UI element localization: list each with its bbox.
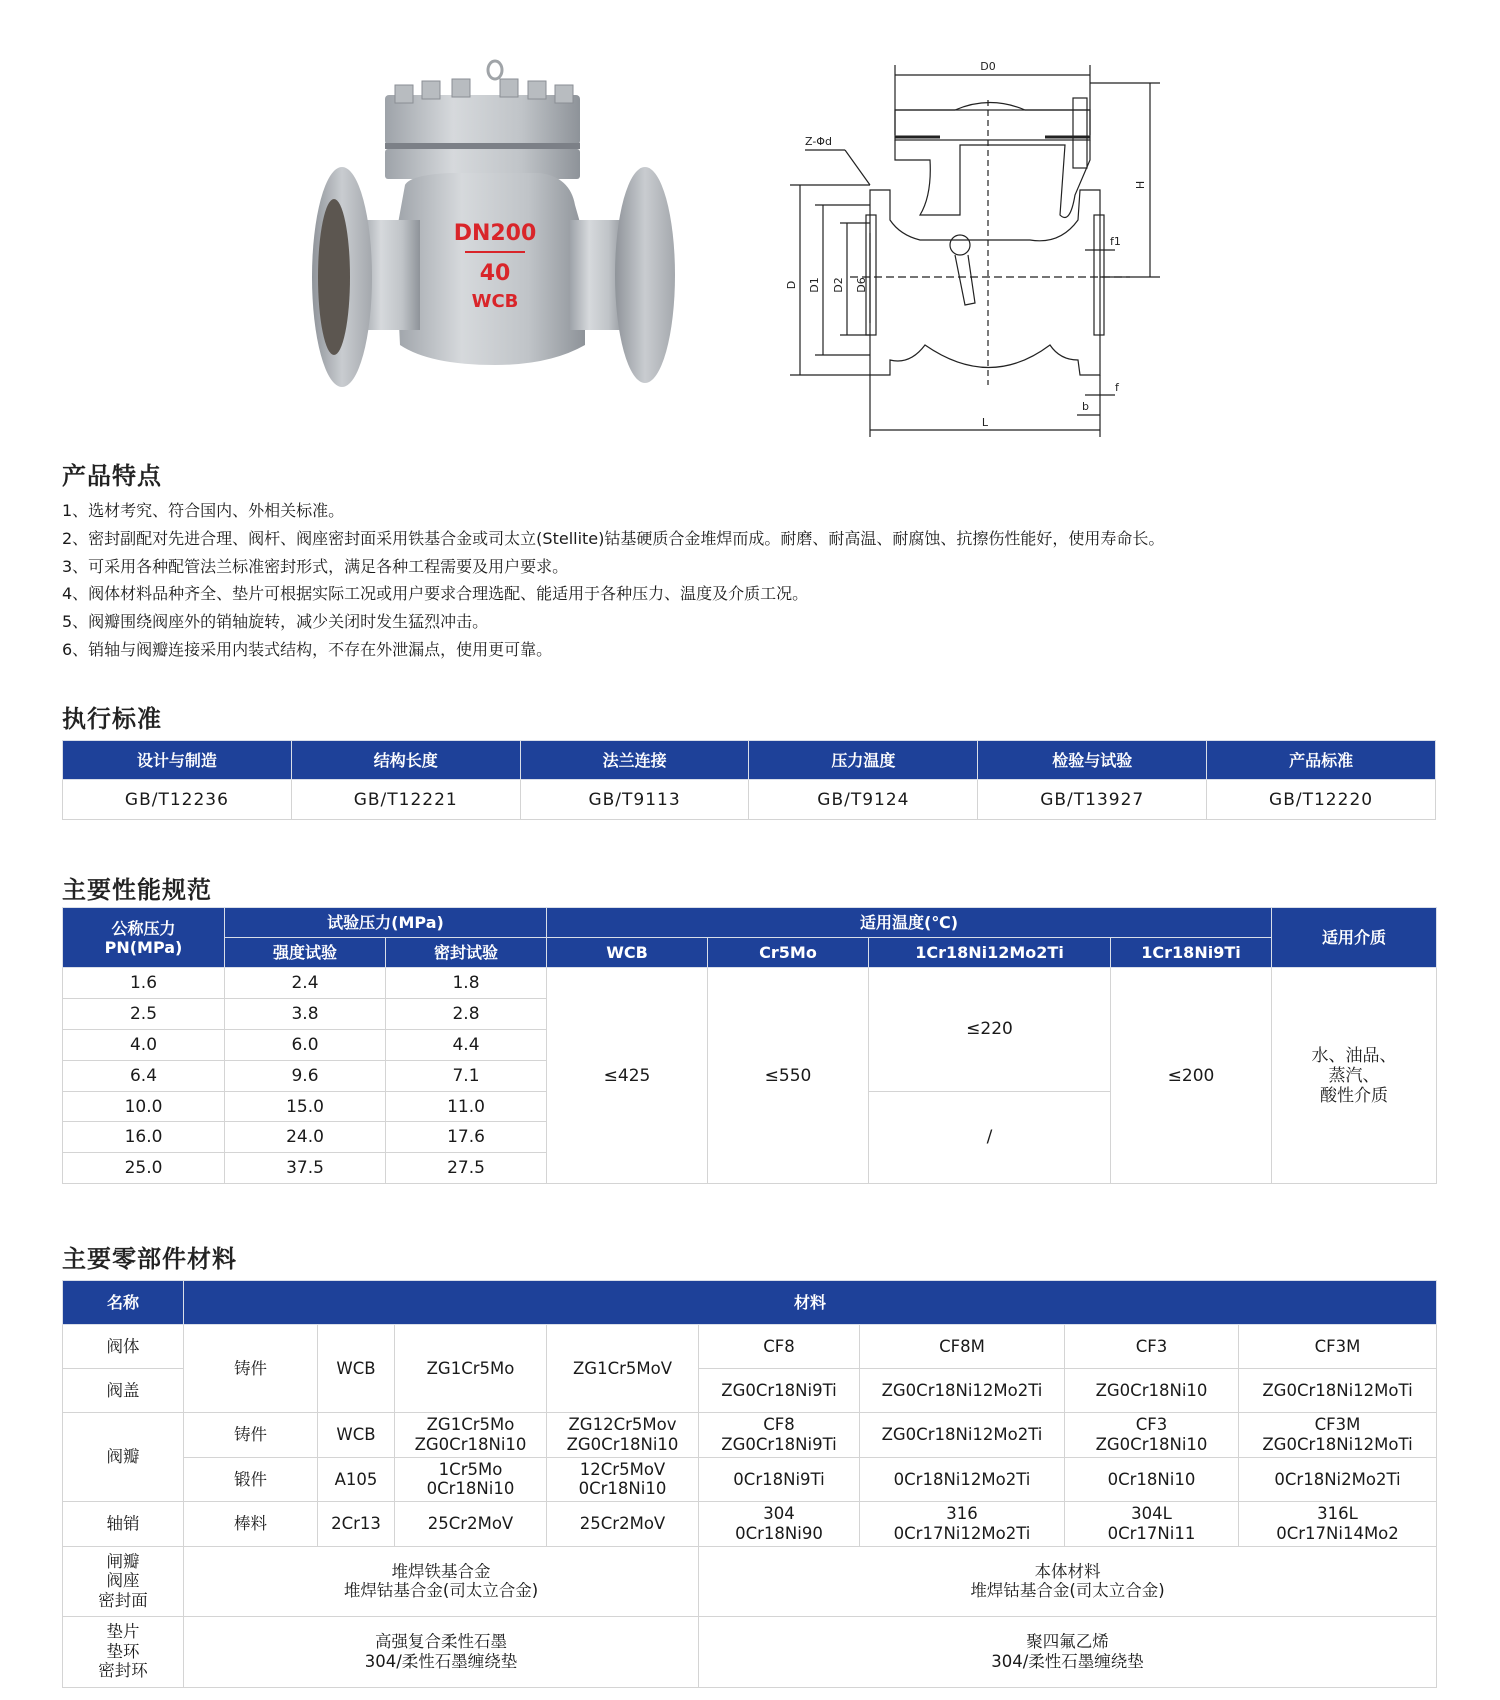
material-cell: ZG0Cr18Ni9Ti bbox=[699, 1369, 860, 1413]
label-d6: D6 bbox=[855, 277, 868, 293]
material-cell: ZG0Cr18Ni10 bbox=[1065, 1369, 1239, 1413]
material-cell: 高强复合柔性石墨 304/柔性石墨缠绕垫 bbox=[184, 1616, 699, 1687]
material-cell: 316L 0Cr17Ni14Mo2 bbox=[1239, 1502, 1437, 1547]
seal-cell: 17.6 bbox=[386, 1122, 547, 1153]
material-cell: 25Cr2MoV bbox=[395, 1502, 547, 1547]
performance-table bbox=[62, 907, 1437, 1184]
pn-cell: 10.0 bbox=[63, 1091, 225, 1122]
material-cell: CF8M bbox=[860, 1325, 1065, 1369]
material-cell: ZG1Cr5Mo ZG0Cr18Ni10 bbox=[395, 1413, 547, 1458]
feature-item: 5、阀瓣围绕阀座外的销轴旋转，减少关闭时发生猛烈冲击。 bbox=[62, 612, 489, 632]
feature-item: 2、密封副配对先进合理、阀杆、阀座密封面采用铁基合金或司太立(Stellite)钴基硬质合金堆焊而成。耐磨、耐高温、耐腐蚀、抗擦伤性能好，使用寿命长。 bbox=[62, 528, 1165, 548]
standards-value: GB/T13927 bbox=[978, 780, 1207, 820]
material-cell: 304 0Cr18Ni90 bbox=[699, 1502, 860, 1547]
strength-cell: 24.0 bbox=[225, 1122, 386, 1153]
pn-cell: 2.5 bbox=[63, 998, 225, 1029]
materials-table bbox=[62, 1280, 1437, 1688]
material-cell: CF3M bbox=[1239, 1325, 1437, 1369]
type-cell: 铸件 bbox=[184, 1413, 318, 1458]
material-cell: ZG1Cr5Mo bbox=[395, 1325, 547, 1413]
header-1cr18ni9ti: 1Cr18Ni9Ti bbox=[1111, 938, 1272, 968]
part-disc: 阀瓣 bbox=[63, 1413, 184, 1502]
standards-header: 设计与制造 bbox=[63, 741, 292, 780]
pn-cell: 16.0 bbox=[63, 1122, 225, 1153]
type-cell: 棒料 bbox=[184, 1502, 318, 1547]
label-b: b bbox=[1082, 400, 1089, 413]
seal-cell: 1.8 bbox=[386, 968, 547, 999]
header-medium: 适用介质 bbox=[1272, 908, 1437, 968]
mo2ti-temp-high-cell: / bbox=[869, 1091, 1111, 1184]
label-d2: D2 bbox=[832, 277, 845, 293]
part-gasket: 垫片 垫环 密封环 bbox=[63, 1616, 184, 1687]
material-cell: 聚四氟乙烯 304/柔性石墨缠绕垫 bbox=[699, 1616, 1437, 1687]
label-f1: f1 bbox=[1110, 235, 1121, 248]
label-z-phi-d: Z-Φd bbox=[805, 135, 832, 148]
standards-header: 法兰连接 bbox=[520, 741, 749, 780]
material-cell: CF3 bbox=[1065, 1325, 1239, 1369]
strength-cell: 37.5 bbox=[225, 1153, 386, 1184]
material-cell: ZG0Cr18Ni12Mo2Ti bbox=[860, 1369, 1065, 1413]
table-row bbox=[63, 1325, 1437, 1369]
header-cr5mo: Cr5Mo bbox=[708, 938, 869, 968]
table-row bbox=[63, 968, 1437, 999]
standards-value: GB/T9113 bbox=[520, 780, 749, 820]
material-cell: 堆焊铁基合金 堆焊钴基合金(司太立合金) bbox=[184, 1546, 699, 1616]
marking-size: DN200 bbox=[453, 221, 537, 246]
table-row bbox=[63, 1502, 1437, 1547]
type-cell: 铸件 bbox=[184, 1325, 318, 1413]
part-bonnet: 阀盖 bbox=[63, 1369, 184, 1413]
strength-cell: 3.8 bbox=[225, 998, 386, 1029]
header-1cr18ni12mo2ti: 1Cr18Ni12Mo2Ti bbox=[869, 938, 1111, 968]
feature-item: 1、选材考究、符合国内、外相关标准。 bbox=[62, 501, 345, 520]
material-cell: CF8 bbox=[699, 1325, 860, 1369]
material-cell: 0Cr18Ni12Mo2Ti bbox=[860, 1457, 1065, 1502]
header-temperature: 适用温度(℃) bbox=[547, 908, 1272, 938]
material-cell: WCB bbox=[318, 1413, 395, 1458]
seal-cell: 2.8 bbox=[386, 998, 547, 1029]
cr5mo-temp-cell: ≤550 bbox=[708, 968, 869, 1184]
material-cell: A105 bbox=[318, 1457, 395, 1502]
header-pn: 公称压力 PN(MPa) bbox=[63, 908, 225, 968]
strength-cell: 6.0 bbox=[225, 1029, 386, 1060]
header-strength: 强度试验 bbox=[225, 938, 386, 968]
material-cell: 0Cr18Ni9Ti bbox=[699, 1457, 860, 1502]
wcb-temp-cell: ≤425 bbox=[547, 968, 708, 1184]
part-pin: 轴销 bbox=[63, 1502, 184, 1547]
material-cell: 0Cr18Ni10 bbox=[1065, 1457, 1239, 1502]
table-row bbox=[63, 1616, 1437, 1687]
table-row bbox=[63, 1457, 1437, 1502]
material-cell: 1Cr5Mo 0Cr18Ni10 bbox=[395, 1457, 547, 1502]
mo2ti-temp-low-cell: ≤220 bbox=[869, 968, 1111, 1092]
standards-title: 执行标准 bbox=[62, 705, 162, 733]
material-cell: 304L 0Cr17Ni11 bbox=[1065, 1502, 1239, 1547]
header-test-pressure: 试验压力(MPa) bbox=[225, 908, 547, 938]
feature-item: 6、销轴与阀瓣连接采用内装式结构，不存在外泄漏点，使用更可靠。 bbox=[62, 639, 553, 659]
material-cell: CF3 ZG0Cr18Ni10 bbox=[1065, 1413, 1239, 1458]
standards-value-row bbox=[63, 780, 1436, 820]
label-f: f bbox=[1115, 381, 1119, 394]
valve-bonnet bbox=[385, 61, 580, 179]
material-cell: WCB bbox=[318, 1325, 395, 1413]
standards-value: GB/T12236 bbox=[63, 780, 292, 820]
table-row bbox=[63, 1413, 1437, 1458]
material-cell: 12Cr5MoV 0Cr18Ni10 bbox=[547, 1457, 699, 1502]
material-cell: 0Cr18Ni2Mo2Ti bbox=[1239, 1457, 1437, 1502]
material-cell: ZG0Cr18Ni12MoTi bbox=[1239, 1369, 1437, 1413]
label-d1: D1 bbox=[808, 277, 821, 293]
header-wcb: WCB bbox=[547, 938, 708, 968]
seal-cell: 7.1 bbox=[386, 1060, 547, 1091]
part-seal-surface: 闸瓣 阀座 密封面 bbox=[63, 1546, 184, 1616]
product-photo bbox=[300, 45, 690, 395]
table-row bbox=[63, 1546, 1437, 1616]
standards-header: 压力温度 bbox=[749, 741, 978, 780]
material-cell: 2Cr13 bbox=[318, 1502, 395, 1547]
pn-cell: 1.6 bbox=[63, 968, 225, 999]
material-cell: CF3M ZG0Cr18Ni12MoTi bbox=[1239, 1413, 1437, 1458]
material-cell: ZG1Cr5MoV bbox=[547, 1325, 699, 1413]
pn-cell: 6.4 bbox=[63, 1060, 225, 1091]
standards-value: GB/T12220 bbox=[1207, 780, 1436, 820]
part-body: 阀体 bbox=[63, 1325, 184, 1369]
standards-header: 产品标准 bbox=[1207, 741, 1436, 780]
label-d0: D0 bbox=[980, 60, 996, 73]
standards-value: GB/T9124 bbox=[749, 780, 978, 820]
standards-value: GB/T12221 bbox=[291, 780, 520, 820]
pn-cell: 4.0 bbox=[63, 1029, 225, 1060]
header-seal: 密封试验 bbox=[386, 938, 547, 968]
type-cell: 锻件 bbox=[184, 1457, 318, 1502]
standards-header: 检验与试验 bbox=[978, 741, 1207, 780]
features-title: 产品特点 bbox=[62, 462, 162, 490]
dimension-diagram bbox=[760, 45, 1200, 440]
materials-title: 主要零部件材料 bbox=[62, 1245, 237, 1273]
header-material: 材料 bbox=[184, 1281, 1437, 1325]
strength-cell: 2.4 bbox=[225, 968, 386, 999]
material-cell: ZG12Cr5Mov ZG0Cr18Ni10 bbox=[547, 1413, 699, 1458]
material-cell: ZG0Cr18Ni12Mo2Ti bbox=[860, 1413, 1065, 1458]
features-list bbox=[62, 497, 1164, 664]
standards-table bbox=[62, 740, 1436, 820]
marking-pressure: 40 bbox=[479, 261, 511, 286]
material-cell: 316 0Cr17Ni12Mo2Ti bbox=[860, 1502, 1065, 1547]
material-cell: CF8 ZG0Cr18Ni9Ti bbox=[699, 1413, 860, 1458]
standards-header: 结构长度 bbox=[291, 741, 520, 780]
seal-cell: 4.4 bbox=[386, 1029, 547, 1060]
performance-title: 主要性能规范 bbox=[62, 876, 212, 904]
medium-cell: 水、油品、 蒸汽、 酸性介质 bbox=[1272, 968, 1437, 1184]
label-d: D bbox=[785, 280, 798, 290]
ni9ti-temp-cell: ≤200 bbox=[1111, 968, 1272, 1184]
strength-cell: 15.0 bbox=[225, 1091, 386, 1122]
pn-cell: 25.0 bbox=[63, 1153, 225, 1184]
material-cell: 本体材料 堆焊钴基合金(司太立合金) bbox=[699, 1546, 1437, 1616]
feature-item: 3、可采用各种配管法兰标准密封形式，满足各种工程需要及用户要求。 bbox=[62, 556, 569, 576]
seal-cell: 11.0 bbox=[386, 1091, 547, 1122]
label-l: L bbox=[981, 416, 989, 429]
strength-cell: 9.6 bbox=[225, 1060, 386, 1091]
standards-header-row bbox=[63, 741, 1436, 780]
seal-cell: 27.5 bbox=[386, 1153, 547, 1184]
header-name: 名称 bbox=[63, 1281, 184, 1325]
label-h: H bbox=[1134, 180, 1147, 190]
marking-material: WCB bbox=[471, 291, 519, 312]
feature-item: 4、阀体材料品种齐全、垫片可根据实际工况或用户要求合理选配、能适用于各种压力、温度及介质工况。 bbox=[62, 584, 809, 604]
material-cell: 25Cr2MoV bbox=[547, 1502, 699, 1547]
